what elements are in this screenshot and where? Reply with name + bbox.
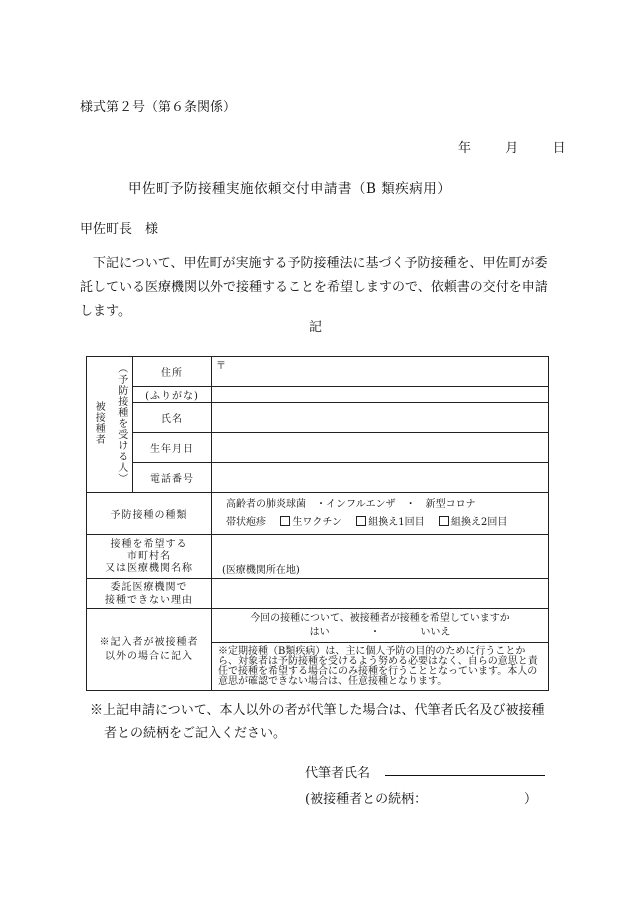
reason-label-2: 接種できない理由 xyxy=(105,594,193,606)
dob-field[interactable] xyxy=(212,433,549,463)
postal-mark: 〒 xyxy=(216,361,226,372)
vaccine-label: 予防接種の種類 xyxy=(87,493,212,535)
desired-label xyxy=(87,535,212,579)
recombinant-2-label: 組換え2回目 xyxy=(451,516,508,528)
name-field[interactable] xyxy=(212,403,549,433)
shingles-label: 帯状疱疹 xyxy=(226,516,266,528)
ki-marker: 記 xyxy=(309,320,323,335)
live-vaccine-checkbox[interactable] xyxy=(280,516,290,526)
recombinant-1-checkbox[interactable] xyxy=(356,516,366,526)
furigana-label: (ふりがな) xyxy=(133,387,212,403)
notice-line2: 者との続柄をご記入ください。 xyxy=(104,726,287,741)
subject-sub-label: （予防接種を受ける人） xyxy=(115,362,127,484)
subject-group-label: 被接種者 xyxy=(93,401,105,445)
proxy-yes[interactable]: はい xyxy=(309,626,330,638)
subject-group-cell xyxy=(87,357,111,493)
proxy-label-2: 以外の場合に記入 xyxy=(105,650,193,662)
vaccine-line1: 高齢者の肺炎球菌 ・インフルエンザ ・ 新型コロナ xyxy=(226,498,476,510)
proxy-name-label: 代筆者氏名 xyxy=(305,766,371,781)
proxy-label xyxy=(87,609,212,691)
relation-label: (被接種者との続柄： xyxy=(305,792,428,807)
addressee: 甲佐町長 様 xyxy=(80,222,159,237)
proxy-separator: ・ xyxy=(370,626,380,638)
document-title: 甲佐町予防接種実施依頼交付申請書（B 類疾病用） xyxy=(128,181,452,197)
proxy-label-1: ※記入者が被接種者 xyxy=(99,636,199,648)
address-label: 住所 xyxy=(133,357,212,387)
form-number: 様式第２号（第６条関係） xyxy=(80,100,237,115)
vaccine-options xyxy=(212,493,549,535)
proxy-question: 今回の接種について、被接種者が接種を希望していますか xyxy=(250,612,510,624)
dob-label: 生年月日 xyxy=(133,433,212,463)
live-vaccine-label: 生ワクチン xyxy=(292,516,342,528)
subject-sub-cell xyxy=(111,357,133,493)
proxy-name-line[interactable] xyxy=(385,775,545,776)
name-label: 氏名 xyxy=(133,403,212,433)
recombinant-2-checkbox[interactable] xyxy=(439,516,449,526)
address-field[interactable] xyxy=(212,357,549,387)
desired-location-hint: (医療機関所在地) xyxy=(222,565,300,576)
proxy-note: ※定期接種（B類疾病）は、主に個人予防の目的のために行うことから、対象者は予防接種を受けるよう努める必要はなく、自らの意思と責任で接種を希望する場合にのみ接種を行うこととなっています。本人の意思が確認できない場合は、任意接種となります。 xyxy=(212,643,549,691)
phone-field[interactable] xyxy=(212,463,549,493)
desired-label-1: 接種を希望する xyxy=(110,538,188,550)
proxy-answer xyxy=(212,626,548,640)
vaccine-line2 xyxy=(226,514,548,532)
date-line xyxy=(458,137,566,156)
desired-label-3: 又は医療機関名称 xyxy=(105,562,193,574)
body-paragraph: 下記について、甲佐町が実施する予防接種法に基づく予防接種を、甲佐町が委託している医療機関以外で接種することを希望しますので、依頼書の交付を申請します。 xyxy=(80,256,548,319)
furigana-field[interactable] xyxy=(212,387,549,403)
desired-field[interactable] xyxy=(212,535,549,579)
recombinant-1-label: 組換え1回目 xyxy=(368,516,425,528)
proxy-no[interactable]: いいえ xyxy=(420,626,451,638)
proxy-question-cell xyxy=(212,609,549,643)
date-month: 月 xyxy=(505,141,519,156)
phone-label: 電話番号 xyxy=(133,463,212,493)
reason-field[interactable] xyxy=(212,579,549,609)
application-table xyxy=(86,356,549,691)
date-day: 日 xyxy=(552,141,566,156)
relation-close: ） xyxy=(524,792,538,807)
date-year: 年 xyxy=(458,141,472,156)
notice-line1: ※上記申請について、本人以外の者が代筆した場合は、代筆者氏名及び被接種 xyxy=(90,703,545,718)
desired-label-2: 市町村名 xyxy=(127,550,171,562)
reason-label xyxy=(87,579,212,609)
reason-label-1: 委託医療機関で xyxy=(110,581,188,593)
